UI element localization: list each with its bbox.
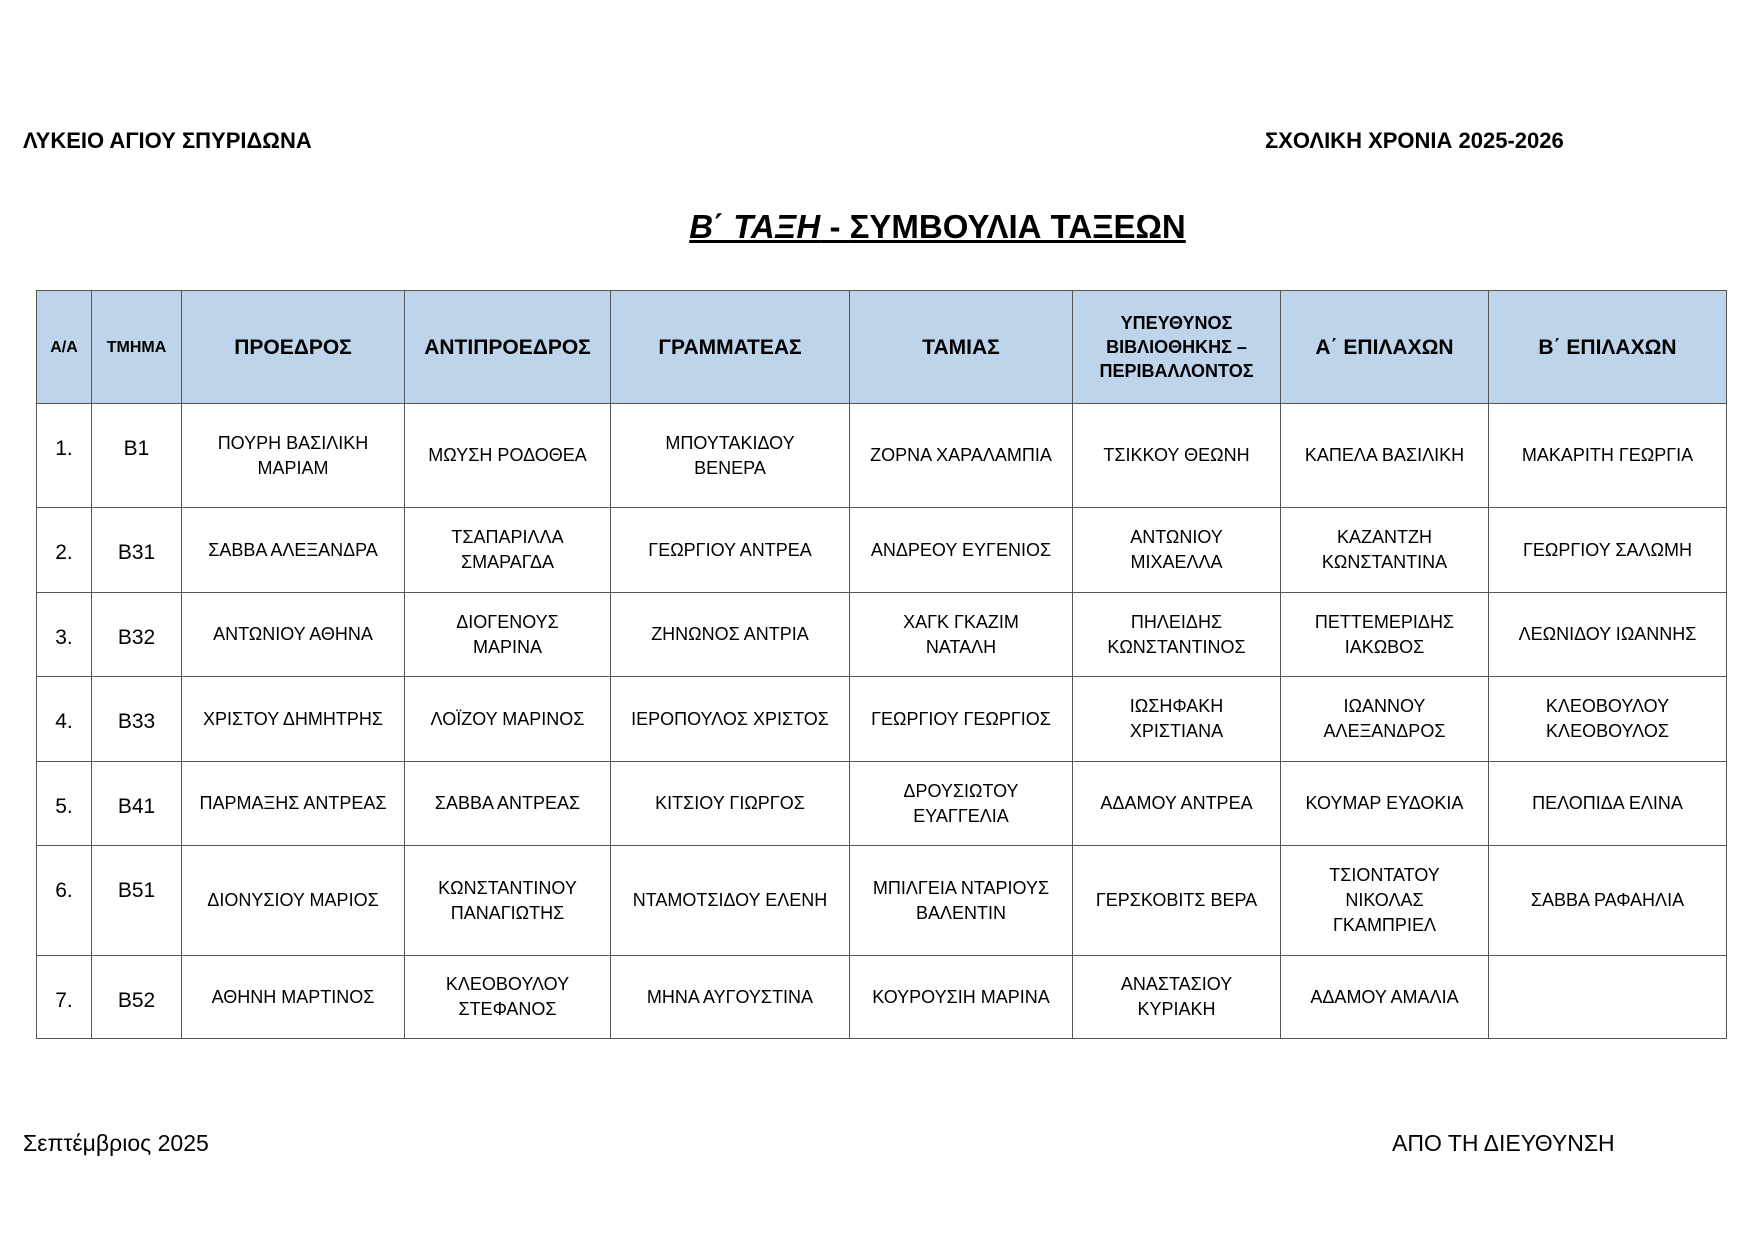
cell-col-aa: 2.	[37, 508, 92, 593]
cell-col-vice-president: ΜΩΥΣΗ ΡΟΔΟΘΕΑ	[405, 404, 611, 508]
cell-col-section: Β33	[92, 677, 182, 762]
header-col-library-env: ΥΠΕΥΘΥΝΟΣ ΒΙΒΛΙΟΘΗΚΗΣ – ΠΕΡΙΒΑΛΛΟΝΤΟΣ	[1073, 291, 1281, 404]
cell-col-library-env: ΓΕΡΣΚΟΒΙΤΣ ΒΕΡΑ	[1073, 846, 1281, 956]
header-col-first-alternate: Α΄ ΕΠΙΛΑΧΩΝ	[1281, 291, 1489, 404]
cell-col-second-alternate	[1489, 956, 1727, 1039]
class-councils-table	[36, 290, 1727, 1039]
table-row	[37, 508, 1727, 593]
cell-col-secretary: ΖΗΝΩΝΟΣ ΑΝΤΡΙΑ	[611, 593, 850, 677]
table-row	[37, 404, 1727, 508]
table-row	[37, 677, 1727, 762]
cell-col-second-alternate: ΣΑΒΒΑ ΡΑΦΑΗΛΙΑ	[1489, 846, 1727, 956]
cell-col-president: ΧΡΙΣΤΟΥ ΔΗΜΗΤΡΗΣ	[182, 677, 405, 762]
table-row	[37, 956, 1727, 1039]
cell-col-aa: 5.	[37, 762, 92, 846]
school-year: ΣΧΟΛΙΚΗ ΧΡΟΝΙΑ 2025-2026	[1265, 128, 1564, 153]
header-col-secretary: ΓΡΑΜΜΑΤΕΑΣ	[611, 291, 850, 404]
cell-col-section: Β1	[92, 404, 182, 508]
cell-col-vice-president: ΤΣΑΠΑΡΙΛΛΑ ΣΜΑΡΑΓΔΑ	[405, 508, 611, 593]
cell-col-president: ΣΑΒΒΑ ΑΛΕΞΑΝΔΡΑ	[182, 508, 405, 593]
cell-col-second-alternate: ΓΕΩΡΓΙΟΥ ΣΑΛΩΜΗ	[1489, 508, 1727, 593]
cell-col-president: ΑΝΤΩΝΙΟΥ ΑΘΗΝΑ	[182, 593, 405, 677]
cell-col-aa: 7.	[37, 956, 92, 1039]
cell-col-first-alternate: ΠΕΤΤΕΜΕΡΙΔΗΣ ΙΑΚΩΒΟΣ	[1281, 593, 1489, 677]
table-row	[37, 762, 1727, 846]
cell-col-aa: 4.	[37, 677, 92, 762]
header-col-president: ΠΡΟΕΔΡΟΣ	[182, 291, 405, 404]
cell-col-treasurer: ΔΡΟΥΣΙΩΤΟΥ ΕΥΑΓΓΕΛΙΑ	[850, 762, 1073, 846]
cell-col-secretary: ΝΤΑΜΟΤΣΙΔΟΥ ΕΛΕΝΗ	[611, 846, 850, 956]
cell-col-treasurer: ΖΟΡΝΑ ΧΑΡΑΛΑΜΠΙΑ	[850, 404, 1073, 508]
cell-col-second-alternate: ΠΕΛΟΠΙΔΑ ΕΛΙΝΑ	[1489, 762, 1727, 846]
table-row	[37, 593, 1727, 677]
cell-col-section: Β32	[92, 593, 182, 677]
cell-col-aa: 1.	[37, 404, 92, 508]
cell-col-treasurer: ΑΝΔΡΕΟΥ ΕΥΓΕΝΙΟΣ	[850, 508, 1073, 593]
page-title	[0, 208, 1755, 246]
header-col-aa: Α/Α	[37, 291, 92, 404]
header-col-vice-president: ΑΝΤΙΠΡΟΕΔΡΟΣ	[405, 291, 611, 404]
cell-col-first-alternate: ΚΟΥΜΑΡ ΕΥΔΟΚΙΑ	[1281, 762, 1489, 846]
cell-col-treasurer: ΧΑΓΚ ΓΚΑΖΙΜ ΝΑΤΑΛΗ	[850, 593, 1073, 677]
school-name: ΛΥΚΕΙΟ ΑΓΙΟΥ ΣΠΥΡΙΔΩΝΑ	[23, 128, 312, 153]
header-col-treasurer: ΤΑΜΙΑΣ	[850, 291, 1073, 404]
cell-col-library-env: ΑΔΑΜΟΥ ΑΝΤΡΕΑ	[1073, 762, 1281, 846]
cell-col-section: Β41	[92, 762, 182, 846]
title-separator: -	[820, 208, 850, 245]
cell-col-vice-president: ΣΑΒΒΑ ΑΝΤΡΕΑΣ	[405, 762, 611, 846]
table-header-row	[37, 291, 1727, 404]
header-col-second-alternate: Β΄ ΕΠΙΛΑΧΩΝ	[1489, 291, 1727, 404]
cell-col-first-alternate: ΚΑΠΕΛΑ ΒΑΣΙΛΙΚΗ	[1281, 404, 1489, 508]
cell-col-library-env: ΑΝΤΩΝΙΟΥ ΜΙΧΑΕΛΛΑ	[1073, 508, 1281, 593]
cell-col-library-env: ΑΝΑΣΤΑΣΙΟΥ ΚΥΡΙΑΚΗ	[1073, 956, 1281, 1039]
header-col-section: ΤΜΗΜΑ	[92, 291, 182, 404]
cell-col-president: ΔΙΟΝΥΣΙΟΥ ΜΑΡΙΟΣ	[182, 846, 405, 956]
cell-col-secretary: ΙΕΡΟΠΟΥΛΟΣ ΧΡΙΣΤΟΣ	[611, 677, 850, 762]
cell-col-treasurer: ΜΠΙΛΓΕΙΑ ΝΤΑΡΙΟΥΣ ΒΑΛΕΝΤΙΝ	[850, 846, 1073, 956]
cell-col-aa: 3.	[37, 593, 92, 677]
cell-col-library-env: ΙΩΣΗΦΑΚΗ ΧΡΙΣΤΙΑΝΑ	[1073, 677, 1281, 762]
cell-col-first-alternate: ΑΔΑΜΟΥ ΑΜΑΛΙΑ	[1281, 956, 1489, 1039]
cell-col-vice-president: ΛΟΪΖΟΥ ΜΑΡΙΝΟΣ	[405, 677, 611, 762]
cell-col-library-env: ΤΣΙΚΚΟΥ ΘΕΩΝΗ	[1073, 404, 1281, 508]
title-subject: ΣΥΜΒΟΥΛΙΑ ΤΑΞΕΩΝ	[849, 208, 1186, 245]
cell-col-section: Β31	[92, 508, 182, 593]
cell-col-vice-president: ΚΛΕΟΒΟΥΛΟΥ ΣΤΕΦΑΝΟΣ	[405, 956, 611, 1039]
cell-col-secretary: ΜΗΝΑ ΑΥΓΟΥΣΤΙΝΑ	[611, 956, 850, 1039]
cell-col-first-alternate: ΚΑΖΑΝΤΖΗ ΚΩΝΣΤΑΝΤΙΝΑ	[1281, 508, 1489, 593]
cell-col-second-alternate: ΛΕΩΝΙΔΟΥ ΙΩΑΝΝΗΣ	[1489, 593, 1727, 677]
cell-col-secretary: ΜΠΟΥΤΑΚΙΔΟΥ ΒΕΝΕΡΑ	[611, 404, 850, 508]
cell-col-aa: 6.	[37, 846, 92, 956]
cell-col-section: Β51	[92, 846, 182, 956]
title-class: Β΄ ΤΑΞΗ	[689, 208, 821, 245]
cell-col-second-alternate: ΚΛΕΟΒΟΥΛΟΥ ΚΛΕΟΒΟΥΛΟΣ	[1489, 677, 1727, 762]
cell-col-first-alternate: ΤΣΙΟΝΤΑΤΟΥ ΝΙΚΟΛΑΣ ΓΚΑΜΠΡΙΕΛ	[1281, 846, 1489, 956]
footer-signature: ΑΠΟ ΤΗ ΔΙΕΥΘΥΝΣΗ	[1392, 1130, 1615, 1156]
cell-col-section: Β52	[92, 956, 182, 1039]
cell-col-second-alternate: ΜΑΚΑΡΙΤΗ ΓΕΩΡΓΙΑ	[1489, 404, 1727, 508]
cell-col-president: ΑΘΗΝΗ ΜΑΡΤΙΝΟΣ	[182, 956, 405, 1039]
cell-col-vice-president: ΔΙΟΓΕΝΟΥΣ ΜΑΡΙΝΑ	[405, 593, 611, 677]
cell-col-treasurer: ΚΟΥΡΟΥΣΙΗ ΜΑΡΙΝΑ	[850, 956, 1073, 1039]
cell-col-treasurer: ΓΕΩΡΓΙΟΥ ΓΕΩΡΓΙΟΣ	[850, 677, 1073, 762]
cell-col-first-alternate: ΙΩΑΝΝΟΥ ΑΛΕΞΑΝΔΡΟΣ	[1281, 677, 1489, 762]
cell-col-president: ΠΑΡΜΑΞΗΣ ΑΝΤΡΕΑΣ	[182, 762, 405, 846]
cell-col-president: ΠΟΥΡΗ ΒΑΣΙΛΙΚΗ ΜΑΡΙΑΜ	[182, 404, 405, 508]
cell-col-library-env: ΠΗΛΕΙΔΗΣ ΚΩΝΣΤΑΝΤΙΝΟΣ	[1073, 593, 1281, 677]
cell-col-vice-president: ΚΩΝΣΤΑΝΤΙΝΟΥ ΠΑΝΑΓΙΩΤΗΣ	[405, 846, 611, 956]
table-row	[37, 846, 1727, 956]
footer-date: Σεπτέμβριος 2025	[23, 1130, 209, 1156]
cell-col-secretary: ΓΕΩΡΓΙΟΥ ΑΝΤΡΕΑ	[611, 508, 850, 593]
cell-col-secretary: ΚΙΤΣΙΟΥ ΓΙΩΡΓΟΣ	[611, 762, 850, 846]
